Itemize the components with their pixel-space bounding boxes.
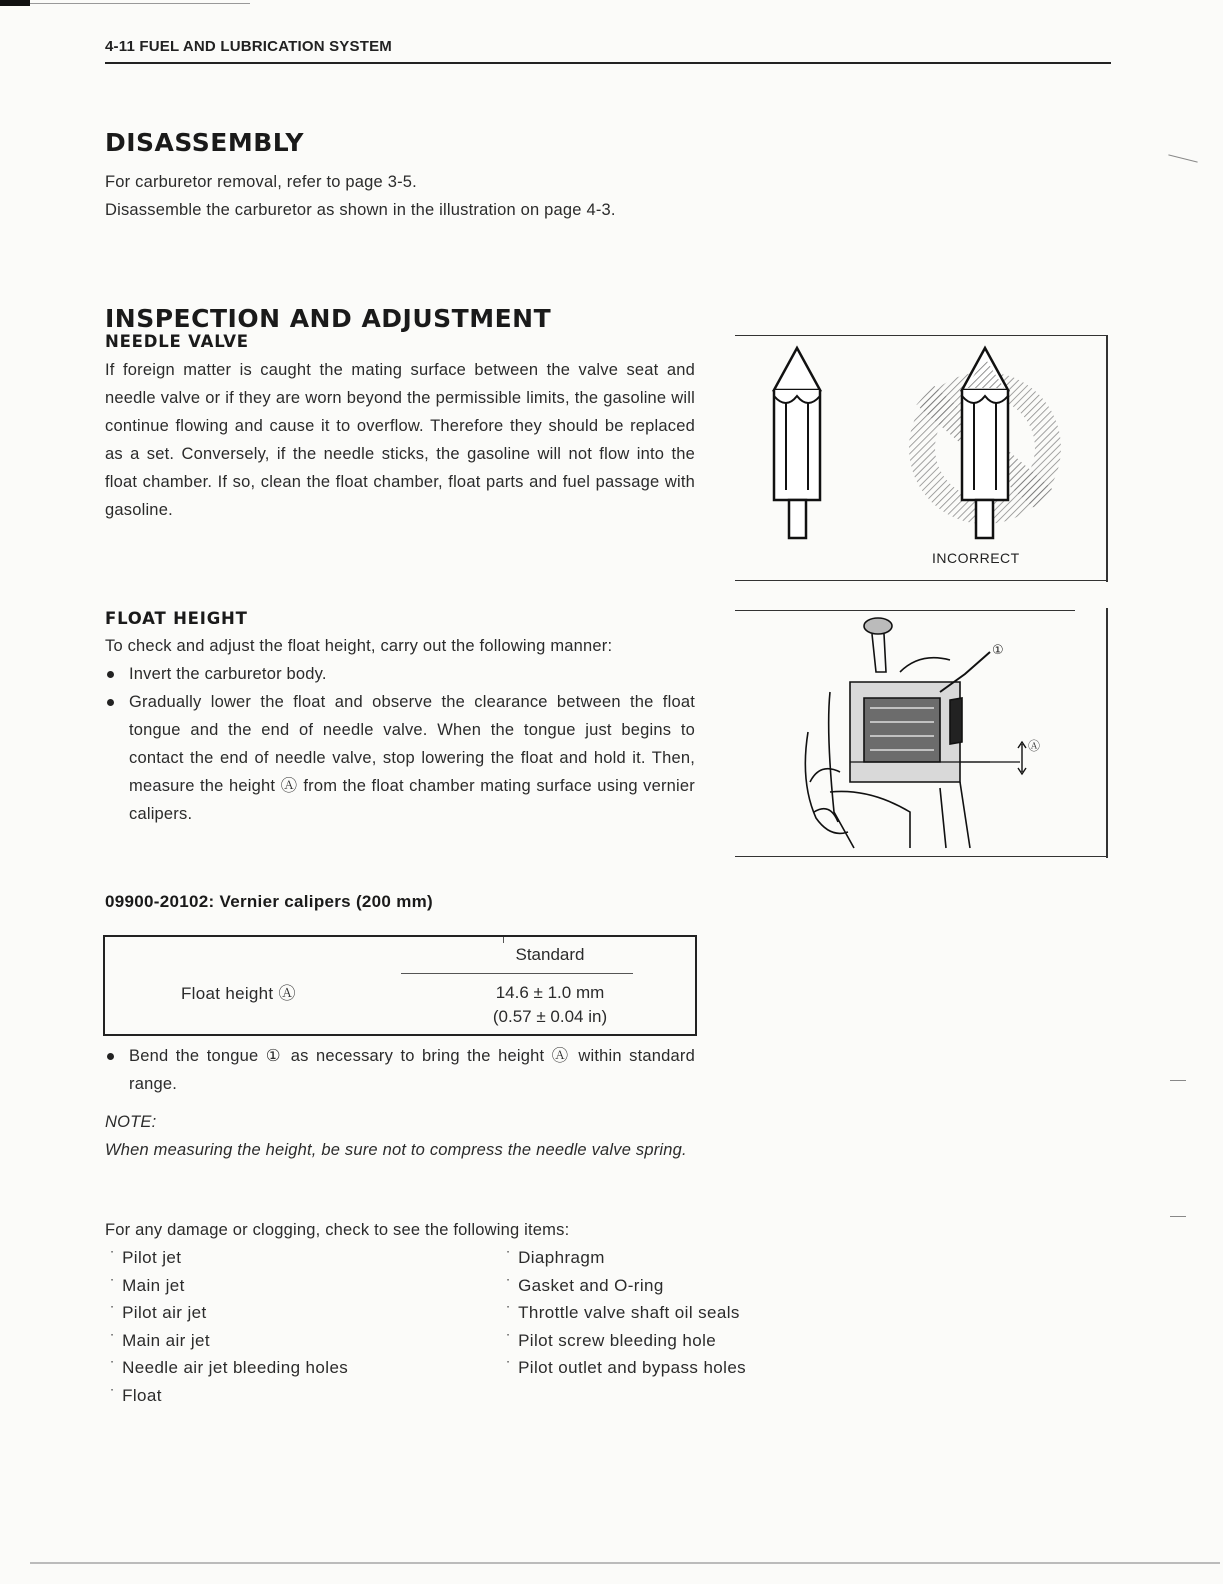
- needle-correct: [774, 348, 820, 538]
- table-value-mm: 14.6 ± 1.0 mm: [495, 983, 605, 1002]
- check-item: ˙ Main jet: [110, 1272, 490, 1300]
- check-intro: [105, 1216, 805, 1244]
- check-item: ˙ Diaphragm: [506, 1244, 826, 1272]
- needle-valve-text: [105, 356, 695, 524]
- check-item: ˙ Pilot screw bleeding hole: [506, 1327, 826, 1355]
- needle-valve-figure: [740, 340, 1100, 575]
- scan-mark: [1170, 1216, 1186, 1217]
- float-height-spec-table: [103, 935, 697, 1036]
- corner-line: [30, 3, 250, 4]
- bend-bullet: Bend the tongue ① as necessary to bring the height Ⓐ within standard range.: [105, 1042, 695, 1098]
- float-bullet-invert: Invert the carburetor body.: [105, 660, 695, 688]
- callout-a: Ⓐ: [1028, 739, 1041, 753]
- disassembly-text: [105, 168, 695, 224]
- check-item: ˙ Pilot jet: [110, 1244, 490, 1272]
- callout-1: ①: [992, 643, 1004, 658]
- disassembly-heading: DISASSEMBLY: [105, 128, 304, 157]
- float-height-intro: To check and adjust the float height, carry out the following manner:: [105, 637, 613, 655]
- bottom-scan-edge: [30, 1562, 1220, 1564]
- table-tick: [503, 937, 504, 943]
- running-head: 4-11 FUEL AND LUBRICATION SYSTEM: [105, 38, 392, 55]
- scan-mark: [1170, 1080, 1186, 1081]
- note-text: When measuring the height, be sure not to compress the needle valve spring.: [105, 1141, 687, 1159]
- table-label-float-height: Float height Ⓐ: [181, 984, 296, 1003]
- check-item: ˙ Needle air jet bleeding holes: [110, 1354, 490, 1382]
- needle-valve-subheading: NEEDLE VALVE: [105, 332, 249, 351]
- float-figure-bottom-rule: [735, 856, 1107, 857]
- needle-valve-paragraph: If foreign matter is caught the mating surface between the valve seat and needle valve or if they are worn beyond the permissible limits, the gasoline will continue flowing and cause it to overflow. Therefore they should be replaced as a set. Conversely, if the needle sticks, the gasoline will not flow into the float chamber. If so, clean the float chamber, float parts and fuel passage with gasoline.: [105, 361, 695, 519]
- check-item: ˙ Pilot air jet: [110, 1299, 490, 1327]
- table-value-in: (0.57 ± 0.04 in): [492, 1007, 608, 1026]
- disassembly-line-2: Disassemble the carburetor as shown in the illustration on page 4-3.: [105, 201, 616, 219]
- needle-figure-bottom-rule: [735, 580, 1107, 581]
- inspection-heading: INSPECTION AND ADJUSTMENT: [105, 304, 552, 333]
- check-item: ˙ Pilot outlet and bypass holes: [506, 1354, 826, 1382]
- float-height-text: [105, 632, 695, 828]
- table-header-rule: [401, 973, 633, 974]
- header-rule: [105, 62, 1111, 64]
- check-item: ˙ Gasket and O-ring: [506, 1272, 826, 1300]
- tool-spec: 09900-20102: Vernier calipers (200 mm): [105, 892, 433, 911]
- scan-mark: [1168, 154, 1197, 162]
- float-height-subheading: FLOAT HEIGHT: [105, 609, 248, 628]
- float-bullet-lower: Gradually lower the float and observe the clearance between the float tongue and the end of needle valve. When the tongue just begins to contact the end of needle valve, stop lowering the float and hold it. Then, measure the height Ⓐ from the float chamber mating surface using vernier calipers.: [105, 688, 695, 828]
- table-header-standard: Standard: [515, 945, 585, 964]
- float-figure-top-rule: [735, 610, 1075, 611]
- check-list-right: [506, 1244, 826, 1382]
- needle-figure-top-rule: [735, 335, 1107, 336]
- check-intro-text: For any damage or clogging, check to see the following items:: [105, 1221, 570, 1239]
- check-item: ˙ Throttle valve shaft oil seals: [506, 1299, 826, 1327]
- needle-figure-caption: INCORRECT: [932, 550, 1020, 566]
- corner-mark: [0, 0, 30, 6]
- float-figure-side-rule: [1106, 608, 1108, 858]
- check-item: ˙ Main air jet: [110, 1327, 490, 1355]
- note-block: [105, 1108, 695, 1164]
- check-item: ˙ Float: [110, 1382, 490, 1410]
- bend-text: [105, 1042, 695, 1098]
- check-list-left: [110, 1244, 490, 1409]
- needle-incorrect: [909, 348, 1061, 538]
- carburetor-figure: [790, 612, 1060, 854]
- needle-figure-side-rule: [1106, 335, 1108, 582]
- note-label: NOTE:: [105, 1113, 157, 1131]
- disassembly-line-1: For carburetor removal, refer to page 3-5.: [105, 173, 417, 191]
